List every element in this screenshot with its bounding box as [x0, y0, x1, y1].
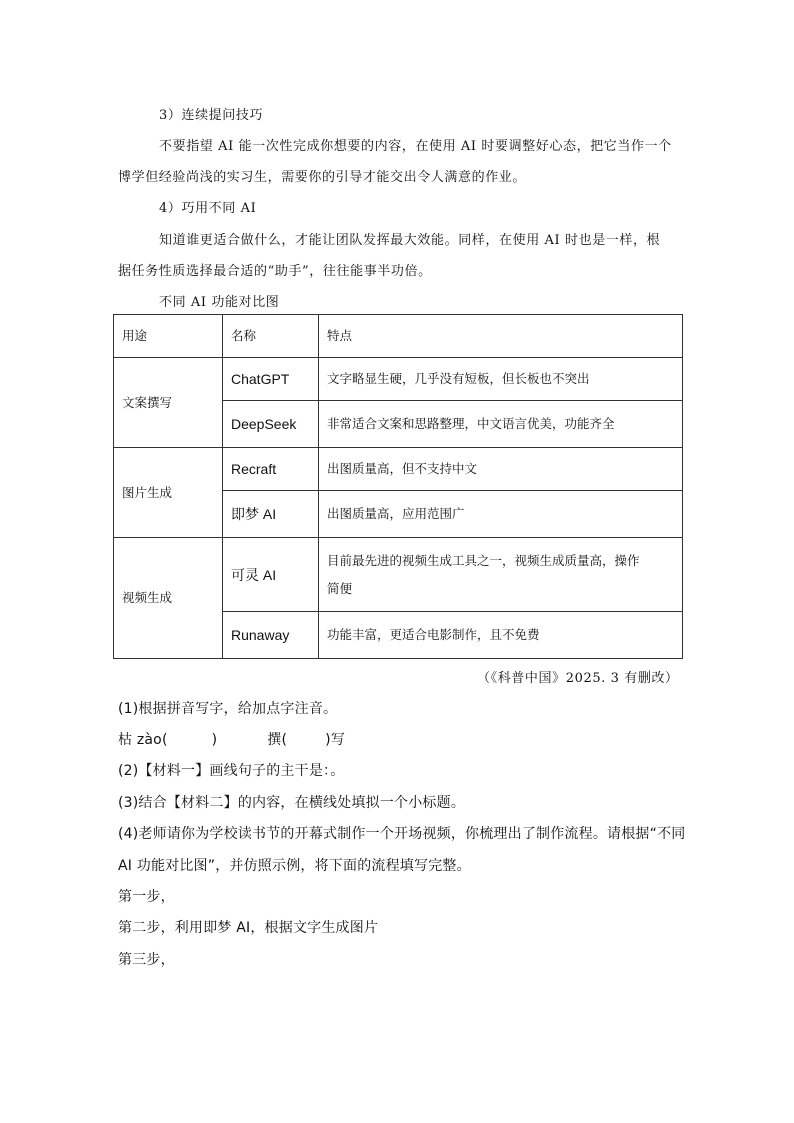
section4-paragraph-line1: 知道谁更适合做什么，才能让团队发挥最大效能。同样，在使用 AI 时也是一样，根 [159, 233, 661, 248]
q1-item2-prefix: 撰( [267, 732, 288, 748]
section3-heading: 3）连续提问技巧 [159, 108, 264, 123]
table-row [114, 448, 683, 491]
use-cell: 图片生成 [114, 448, 223, 538]
table-row [114, 538, 683, 612]
table-caption: 不同 AI 功能对比图 [159, 295, 280, 310]
use-cell: 文案撰写 [114, 358, 223, 448]
section3-paragraph-line1: 不要指望 AI 能一次性完成你想要的内容，在使用 AI 时要调整好心态，把它当作一个 [159, 139, 672, 154]
feature-cell: 非常适合文案和思路整理，中文语言优美，功能齐全 [319, 401, 683, 448]
question-2: (2)【材料一】画线句子的主干是：。 [118, 763, 345, 779]
step-2: 第二步，利用即梦 AI，根据文字生成图片 [118, 920, 379, 936]
q1-item1-suffix: ) [211, 732, 218, 748]
step-3: 第三步， [118, 952, 175, 968]
feature-cell: 出图质量高，但不支持中文 [319, 448, 683, 491]
ai-name-cell: Recraft [223, 448, 319, 491]
question-3: (3)结合【材料二】的内容，在横线处填拟一个小标题。 [118, 795, 466, 811]
ai-name-cell: 即梦 AI [223, 491, 319, 538]
use-cell: 视频生成 [114, 538, 223, 659]
section3-paragraph-line2: 博学但经验尚浅的实习生，需要你的引导才能交出令人满意的作业。 [118, 170, 527, 185]
section4-paragraph-line2: 据任务性质选择最合适的“助手”，往往能事半功倍。 [118, 264, 432, 279]
feature-cell [319, 538, 683, 612]
header-use: 用途 [114, 315, 223, 358]
ai-name-cell: DeepSeek [223, 401, 319, 448]
section4-heading: 4）巧用不同 AI [159, 201, 257, 216]
table-row [114, 358, 683, 401]
step-1: 第一步， [118, 889, 175, 905]
feature-line: 目前最先进的视频生成工具之一，视频生成质量高，操作 [327, 552, 640, 568]
feature-cell: 功能丰富，更适合电影制作，且不免费 [319, 612, 683, 659]
question-4-line2: AI 功能对比图”，并仿照示例，将下面的流程填写完整。 [118, 858, 471, 874]
feature-cell: 出图质量高，应用范围广 [319, 491, 683, 538]
ai-name-cell: 可灵 AI [223, 538, 319, 612]
q1-item2-suffix: )写 [325, 732, 346, 748]
question-4-line1: (4)老师请你为学校读书节的开幕式制作一个开场视频，你梳理出了制作流程。请根据“不同 [118, 826, 686, 842]
header-feature: 特点 [319, 315, 683, 358]
table-header-row [114, 315, 683, 358]
header-name: 名称 [223, 315, 319, 358]
feature-cell: 文字略显生硬，几乎没有短板，但长板也不突出 [319, 358, 683, 401]
question-1: (1)根据拼音写字，给加点字注音。 [118, 701, 338, 717]
q1-item1-prefix: 枯 zào( [118, 732, 168, 748]
question-1-items [118, 729, 345, 749]
feature-line: 简便 [327, 580, 353, 596]
ai-comparison-table [113, 314, 683, 659]
source-citation: （《科普中国》2025. 3 有删改） [477, 671, 679, 686]
ai-name-cell: Runaway [223, 612, 319, 659]
ai-name-cell: ChatGPT [223, 358, 319, 401]
